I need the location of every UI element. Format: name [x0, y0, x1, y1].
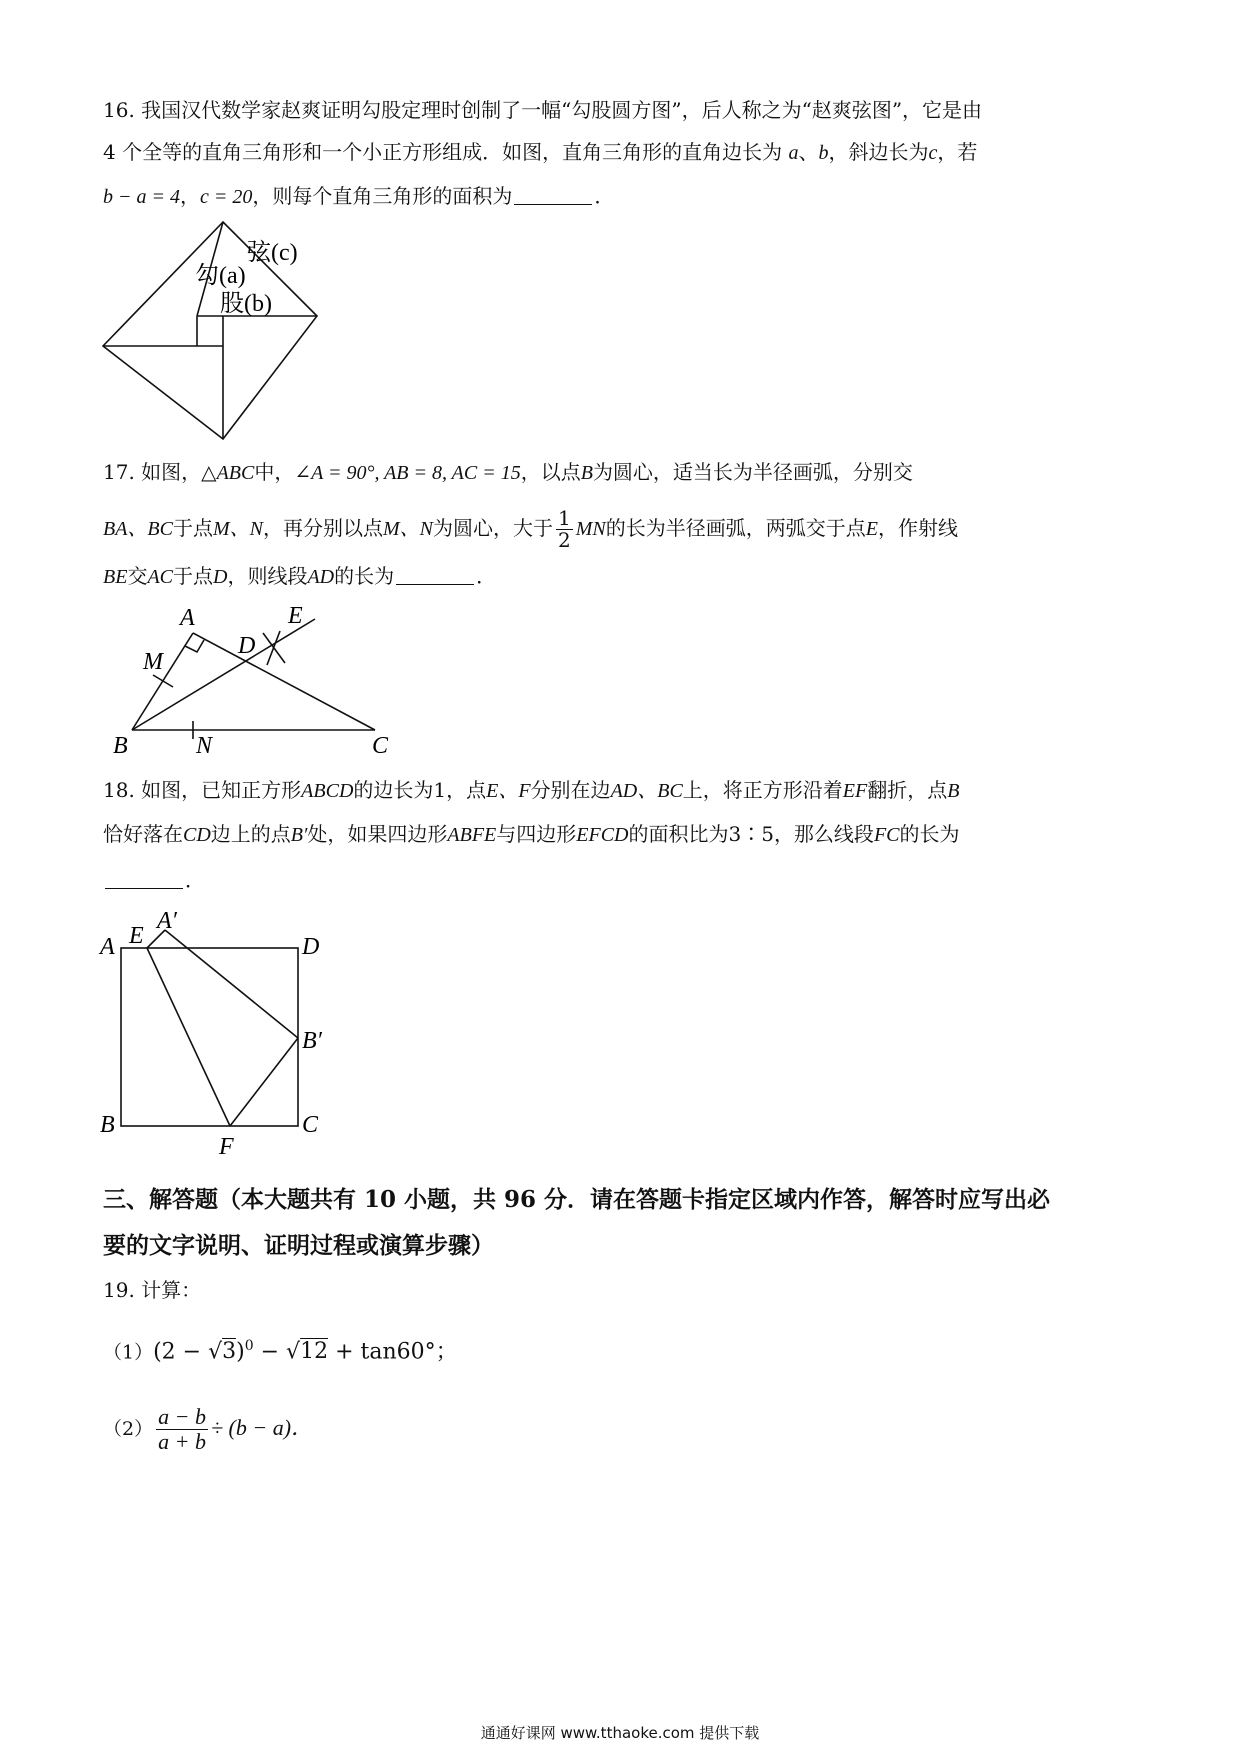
- q18-line-2: [103, 820, 960, 849]
- q17-text-2b: 于点: [173, 516, 213, 540]
- q17-ptB: B: [580, 462, 593, 484]
- q16-text-3a: ，则每个直角三角形的面积为: [252, 184, 513, 208]
- arc-E-2: [267, 631, 280, 665]
- q17-text-3b: 交: [127, 564, 148, 588]
- q19-p2-fraction: [156, 1405, 208, 1452]
- label-A: A: [180, 605, 195, 631]
- q18-line-1: [103, 776, 959, 805]
- q18-square-fold-figure: [95, 900, 335, 1162]
- frac-den: 2: [558, 528, 571, 552]
- triangle-symbol: △: [201, 460, 217, 484]
- q19-p2-numerator: a − b: [158, 1404, 206, 1430]
- q17-text-3f: AD: [307, 566, 335, 588]
- segment-FBp: [230, 1038, 298, 1126]
- q19-p1-label: （1）: [103, 1341, 154, 1364]
- q17-cond: ∠A = 90°, AB = 8, AC = 15: [294, 462, 521, 484]
- q18-text-1b: 的边长为: [353, 778, 434, 802]
- q16-end: ．: [594, 184, 615, 208]
- q19-p1-exponent: 0: [244, 1338, 254, 1354]
- q19-p1-expr-d: + tan60°；: [328, 1339, 458, 1365]
- q18-one: 1: [433, 778, 447, 802]
- q18-answer-blank[interactable]: [105, 870, 183, 889]
- q17-text-3d: 于点: [173, 564, 213, 588]
- q16-zhao-shuang-figure: [95, 215, 335, 450]
- q16-text-1: 16. 我国汉代数学家赵爽证明勾股定理时创制了一幅“勾股圆方图”，后人称之为“赵爽弦图”，它是由: [103, 98, 983, 122]
- q18-bp: B′: [290, 824, 308, 846]
- frac-num: 1: [558, 506, 571, 530]
- q19-p1-expr-c: − √: [253, 1339, 301, 1365]
- fold-line-EF: [147, 948, 230, 1126]
- q19-p1-radicand-12: 12: [300, 1339, 329, 1365]
- square-ABCD: [121, 948, 298, 1126]
- q17-text-3a: BE: [103, 566, 128, 588]
- segment-BpAp: [165, 930, 298, 1038]
- label-A: A: [100, 934, 115, 960]
- arc-M: [153, 675, 173, 687]
- q16-var-a: a: [788, 142, 799, 164]
- label-gou: 勾(a): [195, 263, 246, 289]
- q18-text-2d: 与四边形: [496, 822, 577, 846]
- q19-p1-expr-b: ): [236, 1339, 245, 1365]
- q18-ef: EF: [842, 780, 868, 802]
- q18-q1: ABFE: [447, 824, 497, 846]
- q17-text-2a: BA、BC: [103, 518, 173, 540]
- q18-text-1d: 分别在边: [530, 778, 611, 802]
- q16-comma: ，: [180, 184, 200, 208]
- q17-text-3g: 的长为: [334, 564, 395, 588]
- label-A-prime: A′: [157, 908, 177, 934]
- page-footer: 通通好课网 www.tthaoke.com 提供下载: [480, 1724, 760, 1742]
- q18-ratio: 3∶5: [728, 822, 774, 846]
- q17-text-3e: ，则线段: [227, 564, 308, 588]
- q18-q2: EFCD: [576, 824, 629, 846]
- side-AC: [193, 633, 375, 730]
- q19-p1-radicand-3: 3: [222, 1339, 237, 1365]
- q19-p1-expr-a: (2 − √: [153, 1339, 223, 1365]
- q18-text-1a: 18. 如图，已知正方形: [103, 778, 302, 802]
- q19-part-1: [103, 1332, 458, 1366]
- q17-text-1c: ，以点: [520, 460, 581, 484]
- q18-fc: FC: [873, 824, 900, 846]
- q16-line-3: [103, 182, 614, 211]
- q16-var-c: c: [928, 142, 938, 164]
- q17-triangle-figure: [105, 595, 415, 765]
- q18-text-2g: 的长为: [899, 822, 960, 846]
- label-F: F: [219, 1134, 234, 1160]
- q17-text-1a: 17. 如图，: [103, 460, 202, 484]
- q19-p2-rest: ÷ (b − a)．: [210, 1415, 314, 1440]
- q16-var-b: b: [818, 142, 829, 164]
- q17-text-2g: MN: [575, 518, 606, 540]
- q17-text-2i: ，作射线: [877, 516, 958, 540]
- q18-sq: ABCD: [301, 780, 354, 802]
- q18-end: ．: [185, 868, 205, 892]
- label-xian: 弦(c): [247, 240, 298, 266]
- label-B: B: [100, 1112, 115, 1138]
- q17-text-2c: M、N: [213, 518, 263, 540]
- q17-fraction: [556, 508, 573, 551]
- label-E: E: [288, 603, 303, 629]
- q17-answer-blank[interactable]: [396, 566, 474, 585]
- q17-text-1d: 为圆心，适当长为半径画弧，分别交: [592, 460, 913, 484]
- q17-ptE: E: [865, 518, 878, 540]
- q17-text-2e: M、N: [383, 518, 433, 540]
- q17-text-2f: 为圆心，大于: [433, 516, 553, 540]
- label-E: E: [129, 923, 144, 949]
- q19-p2-denominator: a + b: [158, 1428, 206, 1454]
- q18-text-1f: 翻折，点: [867, 778, 948, 802]
- label-gu: 股(b): [220, 291, 272, 317]
- q17-ptD: D: [213, 566, 228, 588]
- q18-text-2c: 处，如果四边形: [307, 822, 448, 846]
- q17-text-2d: ，再分别以点: [263, 516, 383, 540]
- label-C: C: [372, 733, 389, 759]
- label-C: C: [302, 1112, 319, 1138]
- q17-text-3c: AC: [147, 566, 173, 588]
- q18-text-2a: 恰好落在: [103, 822, 183, 846]
- label-B-prime: B′: [302, 1028, 322, 1054]
- q16-line-1: [103, 96, 982, 124]
- q18-cd: CD: [183, 824, 211, 846]
- label-D: D: [302, 934, 320, 960]
- section-3-line-1: 三、解答题（本大题共有 10 小题，共 96 分．请在答题卡指定区域内作答，解答时应写出必: [103, 1186, 1051, 1213]
- q17-line-2: [103, 508, 958, 551]
- q16-text-2c: ，若: [937, 140, 978, 164]
- q16-line-2: [103, 138, 977, 167]
- q18-text-2f: ，那么线段: [773, 822, 874, 846]
- q17-text-1b: 中，: [254, 460, 295, 484]
- q16-answer-blank[interactable]: [514, 186, 592, 205]
- q17-line-1: [103, 458, 913, 487]
- q17-end: ．: [476, 564, 497, 588]
- q18-text-2b: 边上的点: [210, 822, 291, 846]
- q18-ptsEF: E、F: [486, 780, 531, 802]
- q16-eq-2: c = 20: [200, 186, 253, 208]
- q18-sides: AD、BC: [610, 780, 683, 802]
- q18-text-2e: 的面积比为: [628, 822, 729, 846]
- q16-eq-1: b − a = 4: [103, 186, 180, 208]
- q18-ptB: B: [947, 780, 960, 802]
- q18-text-1e: 上，将正方形沿着: [682, 778, 843, 802]
- label-B: B: [113, 733, 128, 759]
- q19-title: 19. 计算：: [103, 1278, 202, 1302]
- label-M: M: [143, 649, 163, 675]
- label-N: N: [196, 733, 213, 759]
- q16-sep: 、: [798, 140, 819, 164]
- q18-text-1c: ，点: [446, 778, 487, 802]
- label-D: D: [238, 633, 256, 659]
- section-3-line-2: 要的文字说明、证明过程或演算步骤）: [103, 1232, 494, 1259]
- q17-line-3: [103, 562, 496, 591]
- q16-text-2b: ，斜边长为: [828, 140, 929, 164]
- q18-line-3: [103, 866, 205, 894]
- q17-tri: ABC: [216, 462, 255, 484]
- q19-p2-label: （2）: [103, 1418, 154, 1440]
- q19-part-2: [103, 1398, 313, 1459]
- q16-text-2a: 4 个全等的直角三角形和一个小正方形组成．如图，直角三角形的直角边长为: [103, 140, 783, 164]
- q17-text-2h: 的长为半径画弧，两弧交于点: [605, 516, 866, 540]
